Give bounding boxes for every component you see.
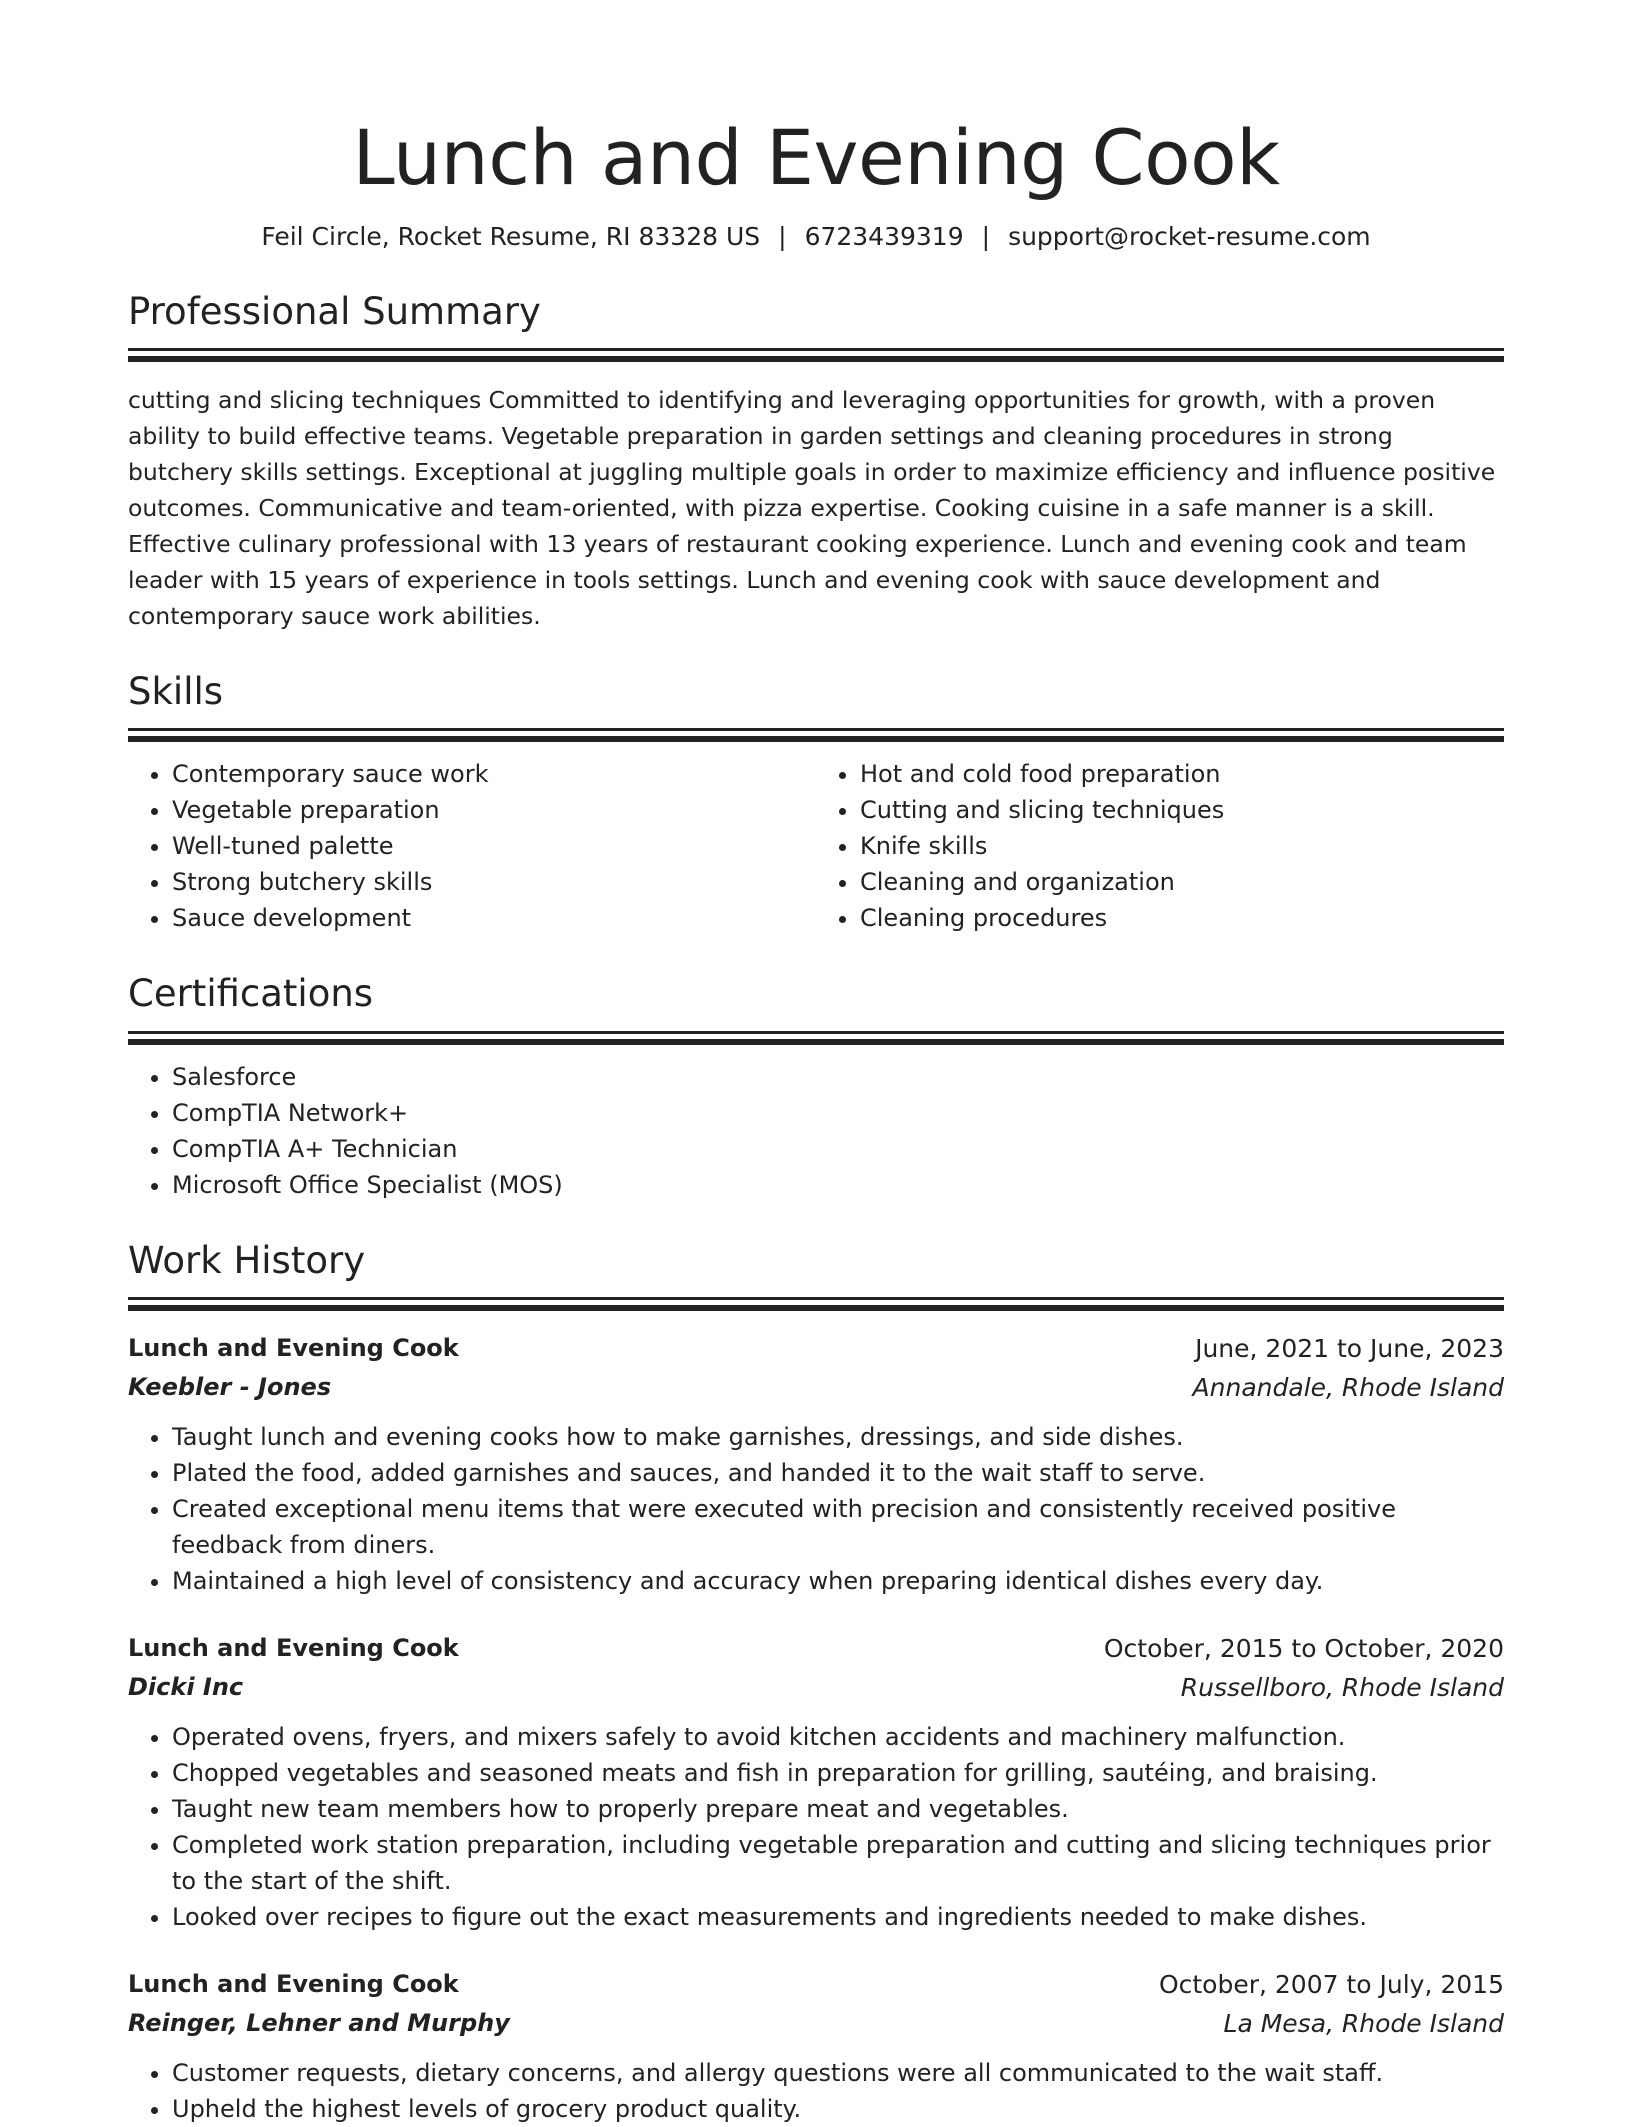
job-dates: October, 2015 to October, 2020 bbox=[1103, 1634, 1504, 1664]
job-location: La Mesa, Rhode Island bbox=[1223, 2009, 1504, 2039]
job-company-row bbox=[128, 1668, 1504, 1707]
skill-item: • Cleaning procedures bbox=[860, 900, 1504, 936]
job-company-row bbox=[128, 2004, 1504, 2043]
section-rule-thin bbox=[128, 1031, 1504, 1034]
section-title: Professional Summary bbox=[128, 289, 541, 333]
job-bullet: • Plated the food, added garnishes and sauces, and handed it to the wait staff to serve. bbox=[172, 1455, 1504, 1491]
job-location: Russellboro, Rhode Island bbox=[1180, 1673, 1504, 1703]
section-rule-thick bbox=[128, 356, 1504, 362]
skill-item: • Vegetable preparation bbox=[172, 792, 816, 828]
job-bullets bbox=[128, 1419, 1504, 1599]
job-title: Lunch and Evening Cook bbox=[128, 1970, 459, 1999]
contact-phone: 6723439319 bbox=[804, 222, 964, 252]
job-bullets bbox=[128, 1719, 1504, 1935]
section-skills bbox=[128, 670, 1504, 936]
job-header-row bbox=[128, 1965, 1504, 2004]
certification-item: • Salesforce bbox=[172, 1059, 1504, 1095]
job-location: Annandale, Rhode Island bbox=[1192, 1373, 1504, 1403]
section-title: Skills bbox=[128, 670, 224, 714]
certification-item: • CompTIA A+ Technician bbox=[172, 1131, 1504, 1167]
job-entry bbox=[128, 1629, 1504, 1935]
contact-separator: | bbox=[778, 222, 787, 252]
job-bullet: • Completed work station preparation, including vegetable preparation and cutting and slicing techniques prior to the start of the shift. bbox=[172, 1827, 1504, 1899]
contact-email: support@rocket-resume.com bbox=[1008, 222, 1371, 252]
job-bullet: • Taught lunch and evening cooks how to make garnishes, dressings, and side dishes. bbox=[172, 1419, 1504, 1455]
job-bullet: • Looked over recipes to figure out the exact measurements and ingredients needed to make dishes. bbox=[172, 1899, 1504, 1935]
job-entry bbox=[128, 1965, 1504, 2127]
skill-item: • Sauce development bbox=[172, 900, 816, 936]
resume-header bbox=[128, 112, 1504, 254]
certification-item: • CompTIA Network+ bbox=[172, 1095, 1504, 1131]
section-professional-summary bbox=[128, 290, 1504, 634]
section-title: Certifications bbox=[128, 972, 374, 1016]
job-company: Keebler - Jones bbox=[128, 1373, 332, 1402]
contact-address: Feil Circle, Rocket Resume, RI 83328 US bbox=[261, 222, 761, 252]
summary-text: cutting and slicing techniques Committed to identifying and leveraging opportunities for growth, with a proven ability to build effective teams. Vegetable preparation in garden settings and cleaning procedures in strong butchery skills settings. Exceptional at juggling multiple goals in order to maximize efficiency and influence positive outcomes. Communicative and team-oriented, with pizza expertise. Cooking cuisine in a safe manner is a skill. Effective culinary professional with 13 years of restaurant cooking experience. Lunch and evening cook and team leader with 15 years of experience in tools settings. Lunch and evening cook with sauce development and contemporary sauce work abilities. bbox=[128, 386, 1496, 631]
job-bullet: • Chopped vegetables and seasoned meats and fish in preparation for grilling, sautéing, and braising. bbox=[172, 1755, 1504, 1791]
candidate-name: Lunch and Evening Cook bbox=[352, 113, 1280, 202]
skill-item: • Contemporary sauce work bbox=[172, 756, 816, 792]
section-rule-thin bbox=[128, 728, 1504, 731]
contact-separator: | bbox=[981, 222, 991, 252]
job-dates: October, 2007 to July, 2015 bbox=[1158, 1970, 1504, 2000]
job-title: Lunch and Evening Cook bbox=[128, 1634, 459, 1663]
section-work-history bbox=[128, 1239, 1504, 2127]
skill-item: • Strong butchery skills bbox=[172, 864, 816, 900]
section-rule-thick bbox=[128, 1305, 1504, 1311]
skill-item: • Cleaning and organization bbox=[860, 864, 1504, 900]
job-header-row bbox=[128, 1629, 1504, 1668]
certifications-list bbox=[128, 1059, 1504, 1203]
section-certifications bbox=[128, 972, 1504, 1202]
skill-item: • Cutting and slicing techniques bbox=[860, 792, 1504, 828]
job-company: Dicki Inc bbox=[128, 1673, 244, 1702]
section-rule-thin bbox=[128, 1297, 1504, 1300]
section-rule-thick bbox=[128, 1039, 1504, 1045]
job-bullet: • Created exceptional menu items that were executed with precision and consistently received positive feedback from diners. bbox=[172, 1491, 1504, 1563]
job-company: Reinger, Lehner and Murphy bbox=[128, 2009, 510, 2038]
section-title: Work History bbox=[128, 1238, 366, 1282]
job-entry bbox=[128, 1329, 1504, 1599]
job-bullet: • Taught new team members how to properly prepare meat and vegetables. bbox=[172, 1791, 1504, 1827]
job-header-row bbox=[128, 1329, 1504, 1368]
skills-list-left bbox=[128, 756, 816, 936]
job-bullet: • Customer requests, dietary concerns, and allergy questions were all communicated to the wait staff. bbox=[172, 2055, 1504, 2091]
skill-item: • Knife skills bbox=[860, 828, 1504, 864]
skills-list-right bbox=[816, 756, 1504, 936]
section-rule-thin bbox=[128, 348, 1504, 351]
job-bullets bbox=[128, 2055, 1504, 2127]
skill-item: • Hot and cold food preparation bbox=[860, 756, 1504, 792]
skills-grid bbox=[128, 742, 1504, 936]
certification-item: • Microsoft Office Specialist (MOS) bbox=[172, 1167, 1504, 1203]
skill-item: • Well-tuned palette bbox=[172, 828, 816, 864]
job-company-row bbox=[128, 1368, 1504, 1407]
job-title: Lunch and Evening Cook bbox=[128, 1334, 459, 1363]
job-bullet: • Operated ovens, fryers, and mixers safely to avoid kitchen accidents and machinery malfunction. bbox=[172, 1719, 1504, 1755]
job-bullet: • Upheld the highest levels of grocery product quality. bbox=[172, 2091, 1504, 2127]
contact-line bbox=[128, 221, 1504, 254]
job-dates: June, 2021 to June, 2023 bbox=[1195, 1334, 1504, 1364]
job-bullet: • Maintained a high level of consistency and accuracy when preparing identical dishes every day. bbox=[172, 1563, 1504, 1599]
